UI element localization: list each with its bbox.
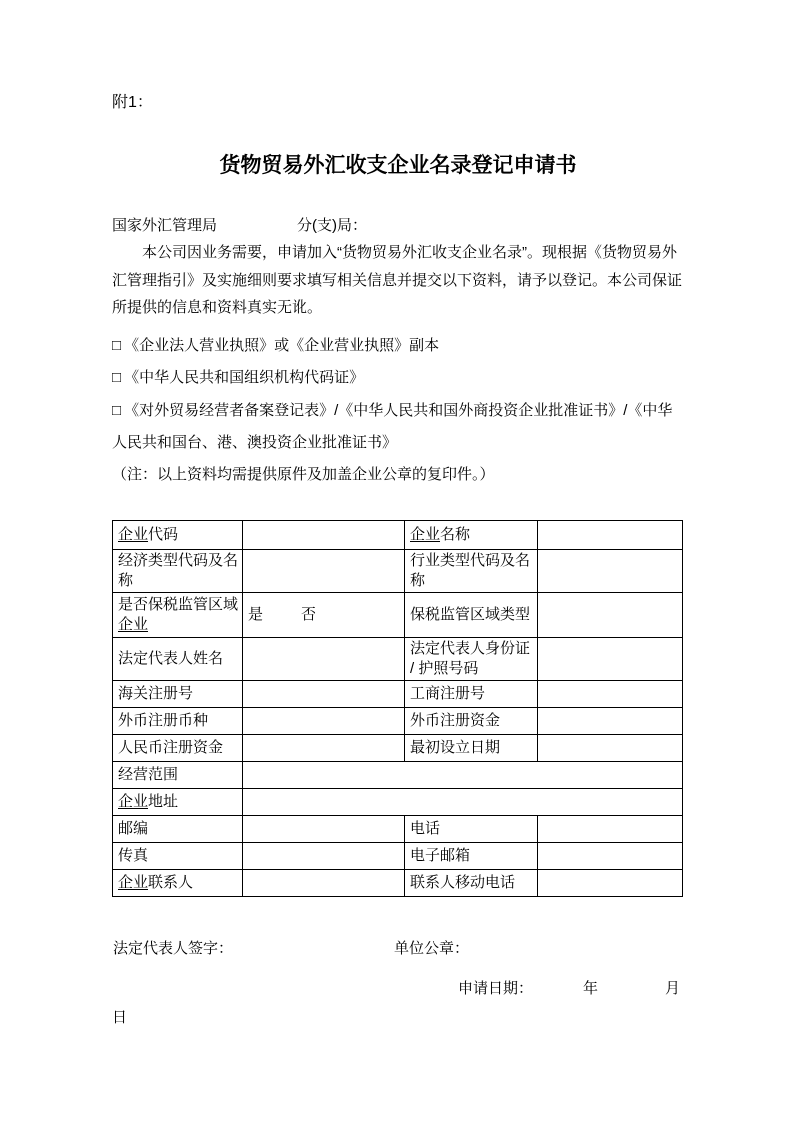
signature-line bbox=[112, 935, 684, 962]
table-row bbox=[113, 788, 683, 815]
application-date-day-line bbox=[112, 1004, 684, 1031]
field-value-legal-rep-name[interactable] bbox=[243, 637, 405, 680]
legal-rep-signature-label: 法定代表人签字： bbox=[113, 939, 234, 957]
label-text: 行业类型代码及名称 bbox=[410, 551, 531, 589]
label-text: 邮编 bbox=[118, 819, 149, 837]
checkbox-icon[interactable]: □ bbox=[112, 369, 122, 386]
date-month-label: 月 bbox=[665, 979, 681, 997]
salutation-recipient: 国家外汇管理局 bbox=[112, 217, 218, 234]
date-day-label: 日 bbox=[112, 1008, 128, 1026]
label-text: 工商注册号 bbox=[410, 684, 486, 702]
date-month-blank[interactable] bbox=[600, 975, 663, 990]
table-row bbox=[113, 549, 683, 592]
date-year-label: 年 bbox=[583, 979, 599, 997]
label-text: 电子邮箱 bbox=[410, 846, 471, 864]
field-label-rmb-registered-capital bbox=[113, 734, 243, 761]
underlined-text: 企业 bbox=[118, 873, 149, 891]
table-row bbox=[113, 520, 683, 549]
field-value-bonded-zone-type[interactable] bbox=[538, 592, 683, 637]
label-text: 最初设立日期 bbox=[410, 738, 501, 756]
label-text: 电话 bbox=[410, 819, 441, 837]
checklist-item bbox=[112, 362, 684, 395]
table-row bbox=[113, 592, 683, 637]
branch-name-blank[interactable] bbox=[217, 224, 297, 239]
label-text: 地址 bbox=[148, 792, 179, 810]
checklist-item-text: 《企业法人营业执照》或《企业营业执照》副本 bbox=[124, 336, 440, 354]
field-label-contact-mobile-phone bbox=[405, 869, 538, 896]
field-label-bonded-zone-type bbox=[405, 592, 538, 637]
checklist-item-text: 《中华人民共和国组织机构代码证》 bbox=[124, 369, 365, 386]
field-value-email[interactable] bbox=[538, 842, 683, 869]
field-value-enterprise-name[interactable] bbox=[538, 520, 683, 549]
label-text: 联系人 bbox=[148, 873, 194, 891]
field-label-enterprise-name bbox=[405, 520, 538, 549]
label-text: 联系人移动电话 bbox=[410, 873, 516, 891]
label-text: 海关注册号 bbox=[118, 684, 194, 702]
body-paragraph: 本公司因业务需要，申请加入“货物贸易外汇收支企业名录”。现根据《货物贸易外汇管理指引》及实施细则要求填写相关信息并提交以下资料，请予以登记。本公司保证所提供的信息和资料真实无讹。 bbox=[112, 244, 683, 316]
field-label-fax bbox=[113, 842, 243, 869]
label-text: 经济类型代码及名称 bbox=[118, 551, 239, 589]
field-label-industry-type-code-name bbox=[405, 549, 538, 592]
field-label-foreign-currency-registered-capital bbox=[405, 707, 538, 734]
field-label-enterprise-address bbox=[113, 788, 243, 815]
label-text: 外币注册资金 bbox=[410, 711, 501, 729]
field-label-enterprise-contact-person bbox=[113, 869, 243, 896]
field-value-foreign-currency-registered-currency[interactable] bbox=[243, 707, 405, 734]
field-label-bonded-zone-enterprise bbox=[113, 592, 243, 637]
checklist-item bbox=[112, 395, 684, 460]
document-title: 货物贸易外汇收支企业名录登记申请书 bbox=[219, 154, 577, 177]
field-value-foreign-currency-registered-capital[interactable] bbox=[538, 707, 683, 734]
option-yes[interactable]: 是 bbox=[248, 605, 264, 623]
underlined-text: 企业 bbox=[118, 792, 149, 810]
field-label-legal-rep-id-passport-no bbox=[405, 637, 538, 680]
field-value-legal-rep-id-passport-no[interactable] bbox=[538, 637, 683, 680]
table-row bbox=[113, 842, 683, 869]
field-value-rmb-registered-capital[interactable] bbox=[243, 734, 405, 761]
field-value-enterprise-code[interactable] bbox=[243, 520, 405, 549]
field-value-fax[interactable] bbox=[243, 842, 405, 869]
document-content bbox=[112, 0, 684, 1031]
field-value-bonded-zone-enterprise[interactable] bbox=[243, 592, 405, 637]
checklist-item bbox=[112, 330, 684, 363]
field-value-initial-establishment-date[interactable] bbox=[538, 734, 683, 761]
field-label-legal-rep-name bbox=[113, 637, 243, 680]
table-row bbox=[113, 869, 683, 896]
attachment-label: 附1： bbox=[112, 94, 153, 111]
option-no[interactable]: 否 bbox=[301, 605, 317, 623]
salutation-branch: 分(支)局： bbox=[297, 217, 368, 234]
required-documents-checklist bbox=[112, 330, 684, 460]
field-label-email bbox=[405, 842, 538, 869]
field-value-contact-mobile-phone[interactable] bbox=[538, 869, 683, 896]
field-value-industry-type-code-name[interactable] bbox=[538, 549, 683, 592]
attachment-note: （注：以上资料均需提供原件及加盖企业公章的复印件。） bbox=[112, 465, 495, 483]
label-text: 法定代表人姓名 bbox=[118, 649, 224, 667]
registration-form-table bbox=[112, 520, 683, 897]
field-value-customs-registration-no[interactable] bbox=[243, 680, 405, 707]
underlined-text: 企业 bbox=[118, 615, 149, 633]
table-row bbox=[113, 707, 683, 734]
field-value-telephone[interactable] bbox=[538, 815, 683, 842]
seal-blank[interactable] bbox=[477, 935, 597, 950]
date-year-blank[interactable] bbox=[536, 975, 581, 990]
label-text: 保税监管区域类型 bbox=[410, 605, 531, 623]
table-row bbox=[113, 680, 683, 707]
field-label-postal-code bbox=[113, 815, 243, 842]
table-row bbox=[113, 734, 683, 761]
checkbox-icon[interactable]: □ bbox=[112, 401, 122, 419]
field-label-business-registration-no bbox=[405, 680, 538, 707]
field-label-business-scope bbox=[113, 761, 243, 788]
field-label-initial-establishment-date bbox=[405, 734, 538, 761]
application-date-label: 申请日期： bbox=[458, 979, 534, 997]
label-text: 名称 bbox=[440, 525, 471, 543]
salutation-line bbox=[112, 212, 684, 239]
underlined-text: 企业 bbox=[118, 525, 149, 543]
label-text: 人民币注册资金 bbox=[118, 738, 224, 756]
field-value-postal-code[interactable] bbox=[243, 815, 405, 842]
field-value-business-scope[interactable] bbox=[243, 761, 683, 788]
table-row bbox=[113, 761, 683, 788]
label-text: 代码 bbox=[148, 525, 179, 543]
field-label-telephone bbox=[405, 815, 538, 842]
table-row bbox=[113, 637, 683, 680]
label-text: 是否保税监管区域 bbox=[118, 595, 239, 613]
field-value-enterprise-contact-person[interactable] bbox=[243, 869, 405, 896]
field-label-enterprise-code bbox=[113, 520, 243, 549]
label-text: 外币注册币种 bbox=[118, 711, 209, 729]
checkbox-icon[interactable]: □ bbox=[112, 336, 122, 354]
label-text: 法定代表人身份证 / 护照号码 bbox=[410, 639, 531, 677]
field-label-customs-registration-no bbox=[113, 680, 243, 707]
field-value-business-registration-no[interactable] bbox=[538, 680, 683, 707]
field-label-foreign-currency-registered-currency bbox=[113, 707, 243, 734]
application-date-line bbox=[112, 975, 684, 1002]
field-value-economic-type-code-name[interactable] bbox=[243, 549, 405, 592]
checklist-item-text: 《对外贸易经营者备案登记表》/《中华人民共和国外商投资企业批准证书》/《中华人民共和国台、港、澳投资企业批准证书》 bbox=[112, 401, 673, 451]
table-row bbox=[113, 815, 683, 842]
registration-form-table-body bbox=[113, 520, 683, 896]
label-text: 经营范围 bbox=[118, 765, 179, 783]
label-text: 传真 bbox=[118, 846, 149, 864]
underlined-text: 企业 bbox=[410, 525, 441, 543]
field-value-enterprise-address[interactable] bbox=[243, 788, 683, 815]
signature-blank[interactable] bbox=[247, 935, 387, 950]
company-seal-label: 单位公章： bbox=[394, 939, 470, 957]
field-label-economic-type-code-name bbox=[113, 549, 243, 592]
